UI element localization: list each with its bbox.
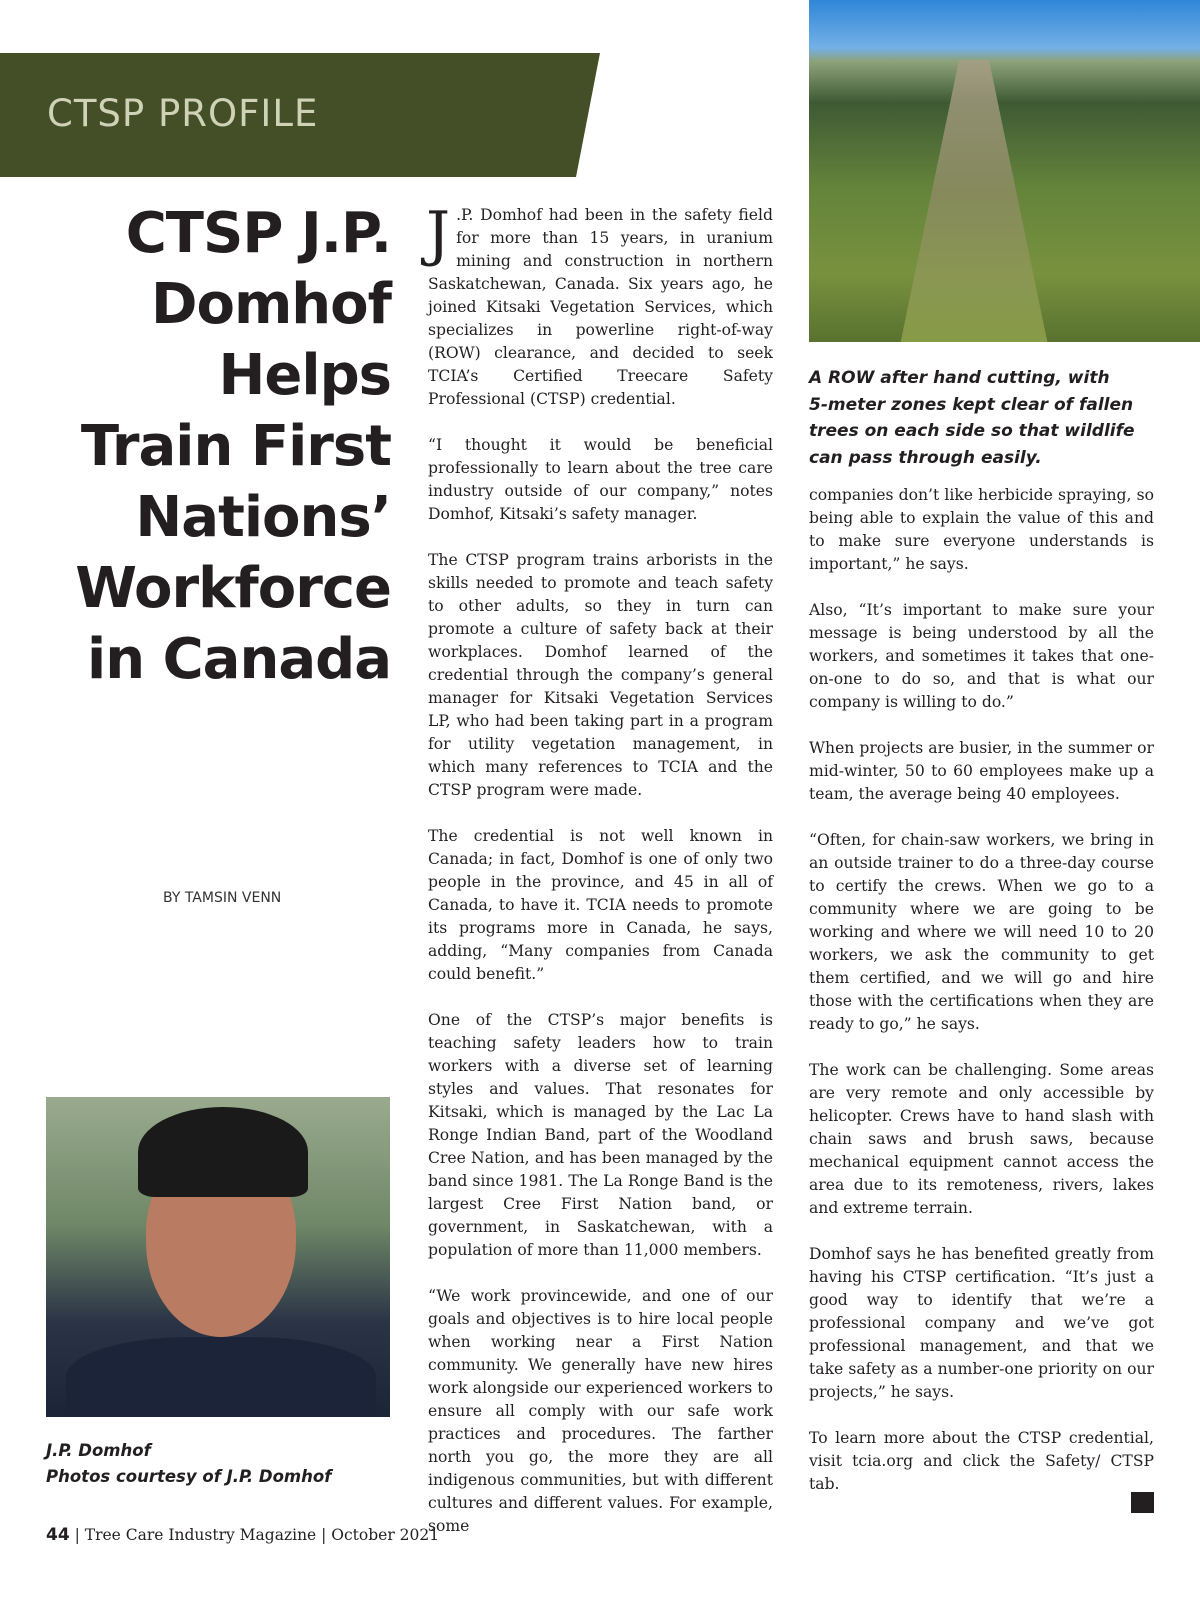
headline-line: Train First (80, 414, 391, 479)
landscape-caption (809, 365, 1169, 471)
article-column-2 (809, 484, 1154, 1519)
article-paragraph (426, 199, 773, 411)
end-of-article-mark (1131, 1492, 1154, 1513)
page-number: 44 (46, 1525, 70, 1545)
article-paragraph: The credential is not well known in Canada; in fact, Domhof is one of only two people in the province, and 45 in all of Canada, to have it. TCIA needs to promote its programs more in Canada, he says, adding, “Many companies from Canada could benefit.” (428, 827, 773, 983)
cleared-right-of-way (899, 60, 1049, 342)
headline-line: Domhof (150, 272, 391, 337)
page-footer (46, 1524, 439, 1546)
portrait-shirt (66, 1337, 376, 1417)
article-paragraph: “I thought it would be beneficial professionally to learn about the tree care industry outside of our company,” notes Domhof, Kitsaki’s safety manager. (428, 436, 773, 523)
article-headline (31, 198, 391, 695)
article-paragraph: “Often, for chain-saw workers, we bring in an outside trainer to do a three-day course to certify the crews. When we go to a community where we are going to be working and where we will need 10 to 20 workers, we ask the community to get them certified, and we will go and hire those with the certifications when they are ready to go,” he says. (809, 831, 1154, 1033)
article-paragraph: companies don’t like herbicide spraying, so being able to explain the value of this and to make sure everyone understands is important,” he says. (809, 486, 1154, 573)
drop-cap: J (426, 199, 451, 269)
byline: BY TAMSIN VENN (163, 890, 282, 906)
headline-line: CTSP J.P. (125, 201, 391, 266)
caption-line: 5-meter zones kept clear of fallen (809, 394, 1134, 415)
portrait-cap (138, 1107, 308, 1197)
headline-line: Helps (218, 343, 391, 408)
portrait-caption-name: J.P. Domhof (46, 1441, 151, 1460)
headline-line: Nations’ (135, 485, 391, 550)
article-paragraph: “We work provincewide, and one of our goals and objectives is to hire local people when working near a First Nation community. We generally have new hires work alongside our experienced workers to ensure all comply with our safe work practices and procedures. The farther north you go, the more they are all indigenous communities, but with different cultures and different values. For example, some (428, 1287, 773, 1535)
caption-line: can pass through easily. (809, 447, 1042, 468)
article-paragraph: To learn more about the CTSP credential, visit tcia.org and click the Safety/ CTSP tab. (809, 1429, 1154, 1493)
row-landscape-photo (809, 0, 1200, 342)
headline-line: Workforce (75, 556, 391, 621)
caption-line: A ROW after hand cutting, with (809, 368, 1110, 388)
article-paragraph: The CTSP program trains arborists in the skills needed to promote and teach safety to other adults, so they in turn can promote a culture of safety back at their workplaces. Domhof learned of the credential through the company’s general manager for Kitsaki Vegetation Services LP, who had been taking part in a program for utility vegetation management, in which many references to TCIA and the CTSP program were made. (428, 551, 773, 799)
article-paragraph: When projects are busier, in the summer or mid-winter, 50 to 60 employees make up a team, the average being 40 employees. (809, 739, 1154, 803)
paragraph-text: .P. Domhof had been in the safety field for more than 15 years, in uranium mining and construction in northern Saskatchewan, Canada. Six years ago, he joined Kitsaki Vegetation Services, which specializes in powerline right-of-way (ROW) clearance, and decided to seek TCIA’s Certified Treecare Safety Professional (CTSP) credential. (428, 206, 773, 408)
footer-publication: | Tree Care Industry Magazine | October 2021 (69, 1526, 440, 1544)
article-paragraph: One of the CTSP’s major benefits is teaching safety leaders how to train workers with a diverse set of learning styles and values. That resonates for Kitsaki, which is managed by the Lac La Ronge Indian Band, part of the Woodland Cree Nation, and has been managed by the band since 1981. The La Ronge Band is the largest Cree First Nation band, or government, in Saskatchewan, with a population of more than 11,000 members. (428, 1011, 773, 1259)
article-column-1 (426, 199, 773, 1561)
caption-line: trees on each side so that wildlife (809, 421, 1135, 441)
portrait-caption (46, 1438, 331, 1490)
headline-line: in Canada (87, 627, 391, 692)
section-label: CTSP PROFILE (47, 92, 319, 135)
article-paragraph: The work can be challenging. Some areas are very remote and only accessible by helicopter. Crews have to hand slash with chain saws and brush saws, because mechanical equipment cannot access the area due to its remoteness, rivers, lakes and extreme terrain. (809, 1061, 1154, 1217)
portrait-caption-credit: Photos courtesy of J.P. Domhof (46, 1467, 332, 1486)
portrait-photo (46, 1097, 390, 1417)
article-paragraph: Also, “It’s important to make sure your message is being understood by all the workers, and sometimes it takes that one-on-one to do so, and that is what our company is willing to do.” (809, 601, 1154, 711)
article-paragraph: Domhof says he has benefited greatly from having his CTSP certification. “It’s just a good way to identify that we’re a professional company and we’ve got professional management, and that we take safety as a number-one priority on our projects,” he says. (809, 1245, 1154, 1401)
